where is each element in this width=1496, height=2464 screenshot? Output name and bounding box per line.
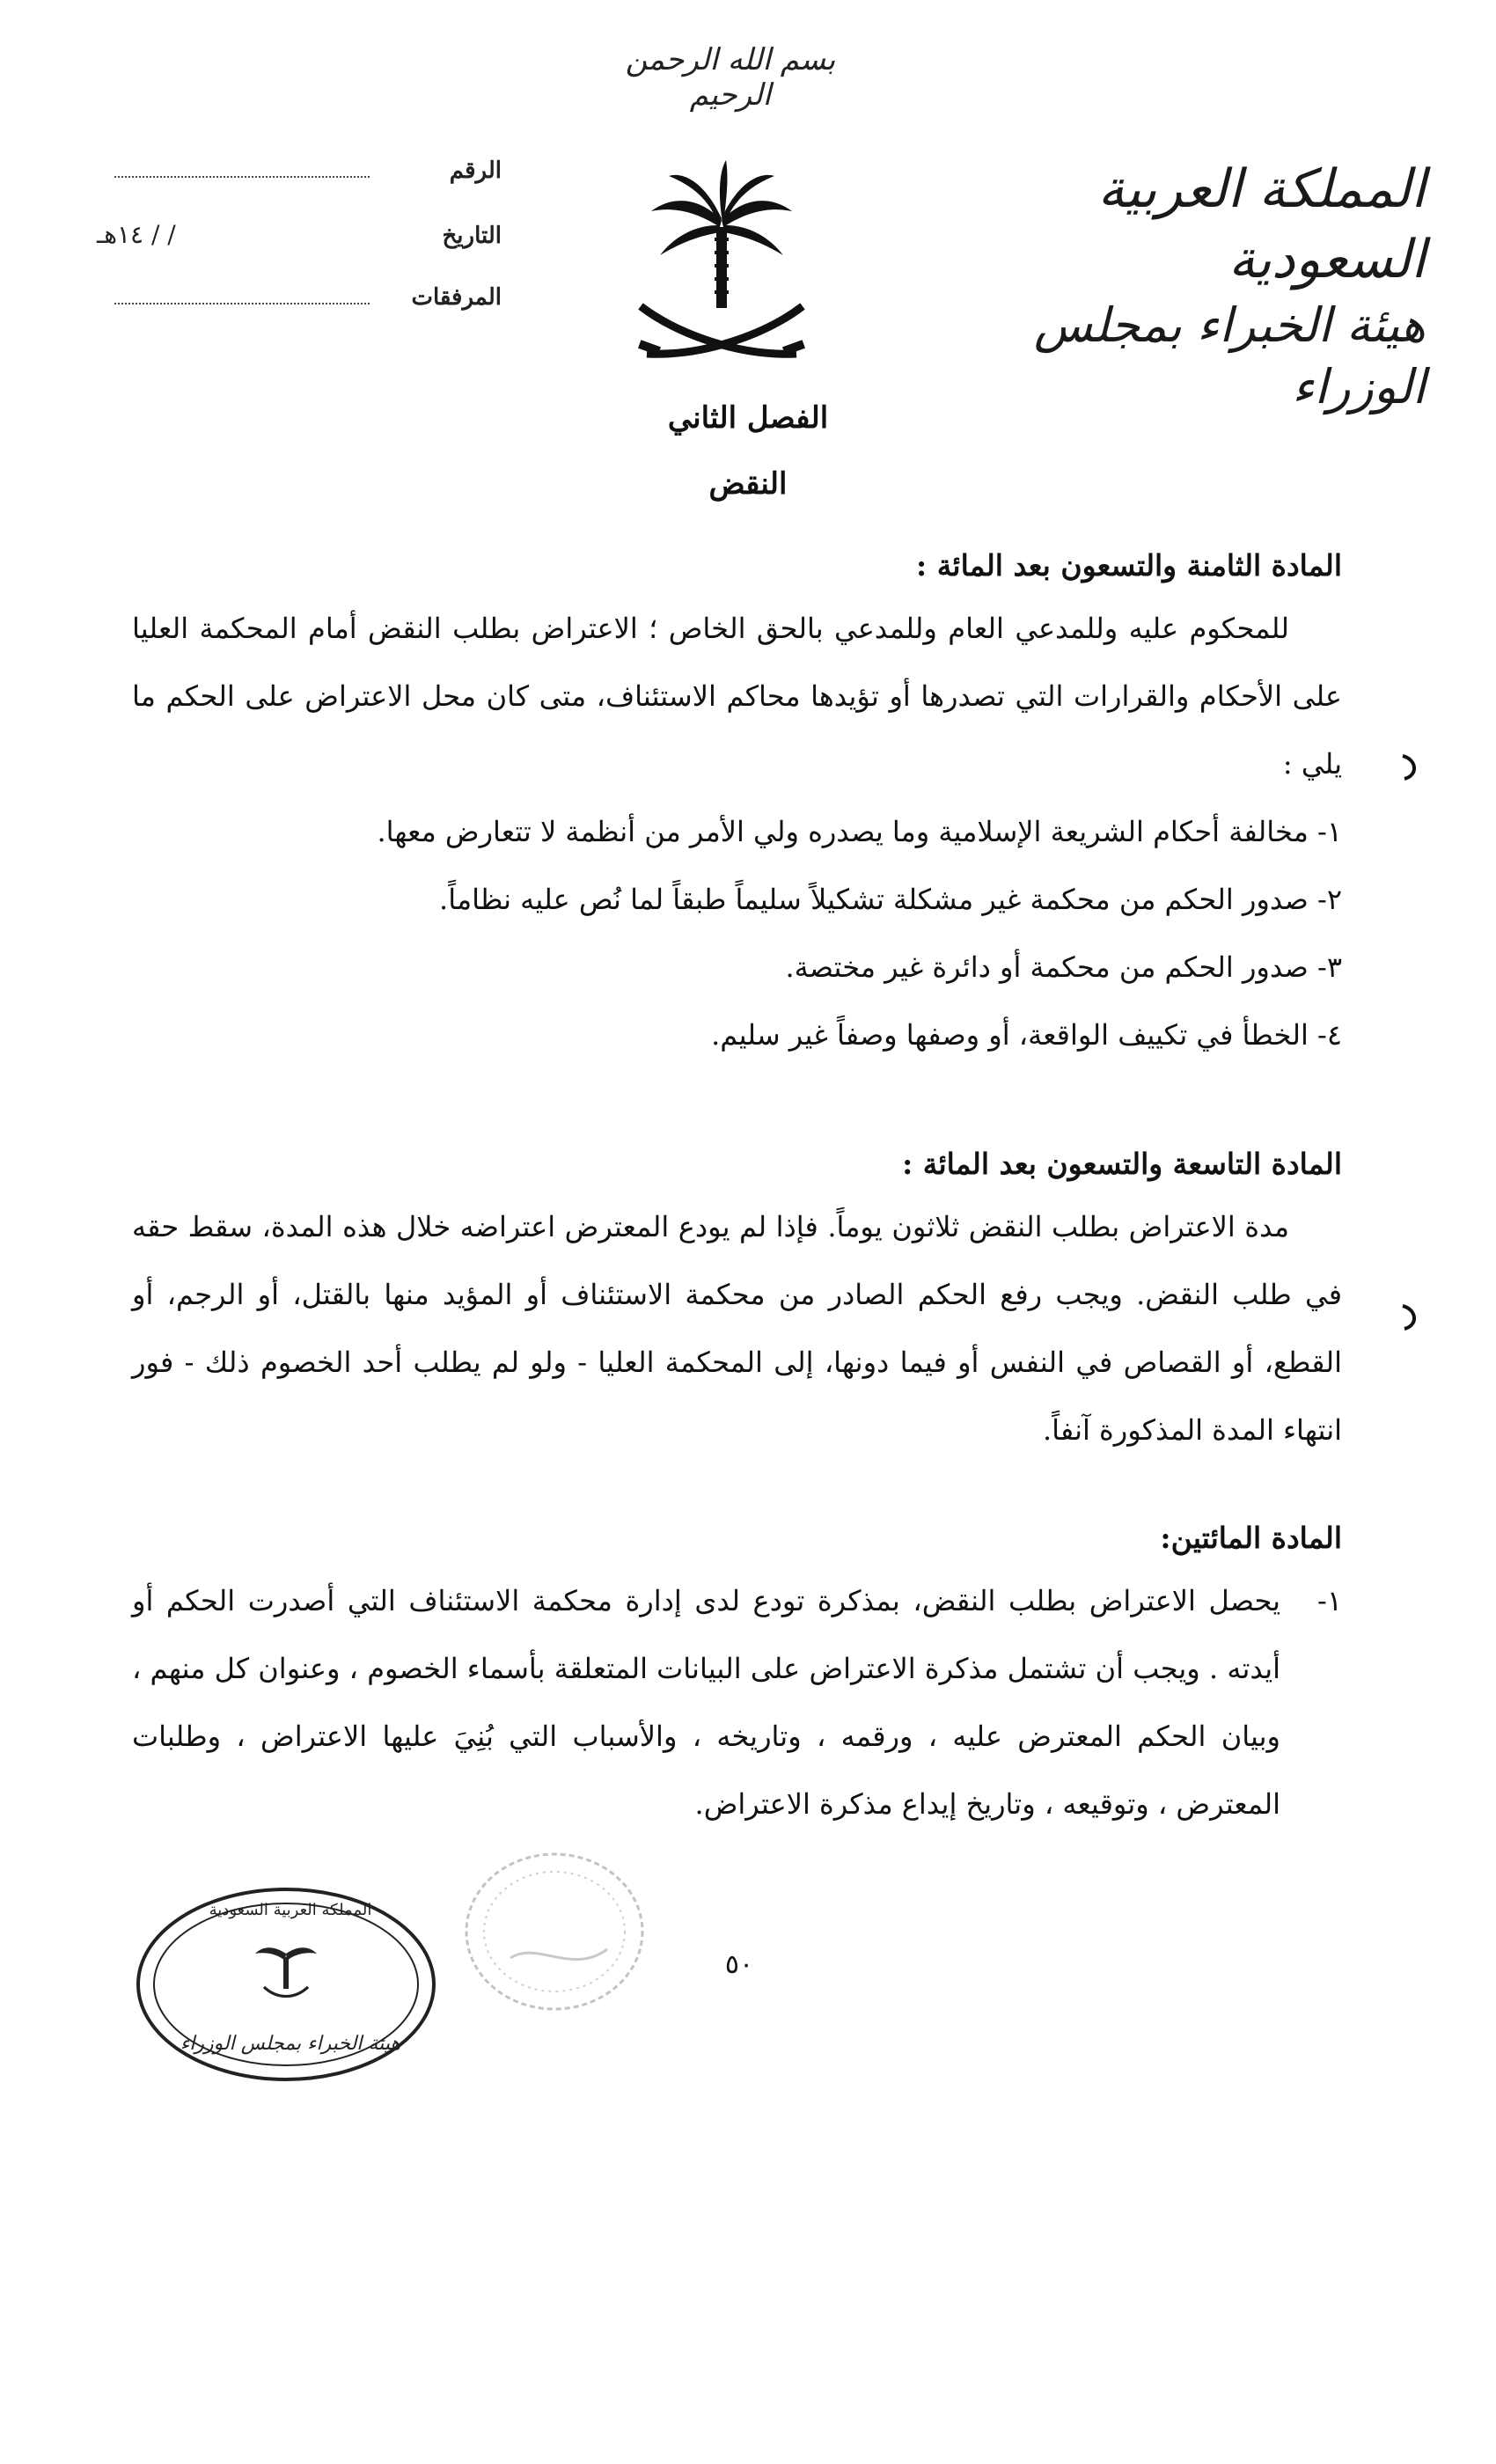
kingdom-name: المملكة العربية السعودية — [1097, 158, 1426, 290]
page-number: ٥٠ — [724, 1949, 754, 1980]
article-text: مدة الاعتراض بطلب النقض ثلاثون يوماً. فإذا لم يودع المعترض اعتراضه خلال هذه المدة، سقط حقه في طلب النقض. ويجب رفع الحكم الصادر من محكمة الاستئناف أو المؤيد منها بالقتل، أو الرجم، أو القطع، أو القصاص في النفس أو فيما دونها، إلى المحكمة العليا - ولو لم يطلب أحد الخصوم ذلك - فور انتهاء المدة المذكورة آنفاً. — [132, 1210, 1343, 1447]
article-heading: المادة الثامنة والتسعون بعد المائة : — [916, 548, 1342, 583]
stamp-outer-text: المملكة العربية السعودية — [209, 1901, 372, 1919]
date-row — [97, 220, 502, 283]
margin-mark-icon — [1399, 752, 1422, 782]
article-heading: المادة التاسعة والتسعون بعد المائة : — [902, 1147, 1342, 1181]
margin-mark-icon — [1399, 1302, 1422, 1332]
article-200 — [132, 1509, 1342, 1838]
list-item: ١- مخالفة أحكام الشريعة الإسلامية وما يصدره ولي الأمر من أنظمة لا تتعارض معها. — [377, 815, 1342, 848]
item-text: يحصل الاعتراض بطلب النقض، بمذكرة تودع لدى إدارة محكمة الاستئناف التي أصدرت الحكم أو أيدته . ويجب أن تشتمل مذكرة الاعتراض على البيانات المتعلقة بأسماء الخصوم ، وعنوان كل منهم ، وبيان الحكم المعترض عليه ، ورقمه ، وتاريخه ، والأسباب التي بُنِيَ عليها الاعتراض ، وطلبات المعترض ، وتوقيعه ، وتاريخ إيداع مذكرة الاعتراض. — [132, 1584, 1280, 1821]
number-label: الرقم — [449, 158, 502, 184]
authority-name: هيئة الخبراء بمجلس الوزراء — [1034, 297, 1426, 414]
chapter-title: الفصل الثاني — [667, 400, 829, 436]
organization-header — [968, 154, 1426, 418]
numbered-item — [132, 1567, 1342, 1838]
attachments-field — [114, 283, 370, 304]
article-199 — [132, 1135, 1342, 1464]
saudi-emblem-icon — [634, 158, 810, 370]
article-intro: للمحكوم عليه وللمدعي العام وللمدعي بالحق الخاص ؛ الاعتراض بطلب النقض أمام المحكمة العليا على الأحكام والقرارات التي تصدرها أو تؤيدها محاكم الاستئناف، متى كان محل الاعتراض على الحكم ما يلي : — [132, 612, 1342, 781]
attachments-row — [97, 283, 502, 347]
article-heading: المادة المائتين: — [1160, 1521, 1342, 1555]
item-number: ١- — [1317, 1584, 1342, 1617]
article-198 — [132, 537, 1342, 1069]
stamp-inner-text: هيئة الخبراء بمجلس الوزراء — [180, 2033, 401, 2055]
chapter-subtitle: النقض — [708, 466, 788, 502]
faint-stamp — [458, 1844, 651, 2020]
list-item: ٣- صدور الحكم من محكمة أو دائرة غير مختصة. — [785, 950, 1342, 984]
date-label: التاريخ — [442, 223, 502, 249]
number-field — [114, 157, 370, 178]
reference-block — [97, 157, 502, 347]
attachments-label: المرفقات — [411, 284, 502, 311]
list-item: ٤- الخطأ في تكييف الواقعة، أو وصفها وصفاً غير سليم. — [711, 1018, 1342, 1052]
number-row — [97, 157, 502, 220]
basmala: بسم الله الرحمن الرحيم — [625, 42, 836, 113]
date-value: / / ١٤هـ — [97, 220, 176, 249]
list-item: ٢- صدور الحكم من محكمة غير مشكلة تشكيلاً سليماً طبقاً لما نُص عليه نظاماً. — [439, 883, 1342, 916]
